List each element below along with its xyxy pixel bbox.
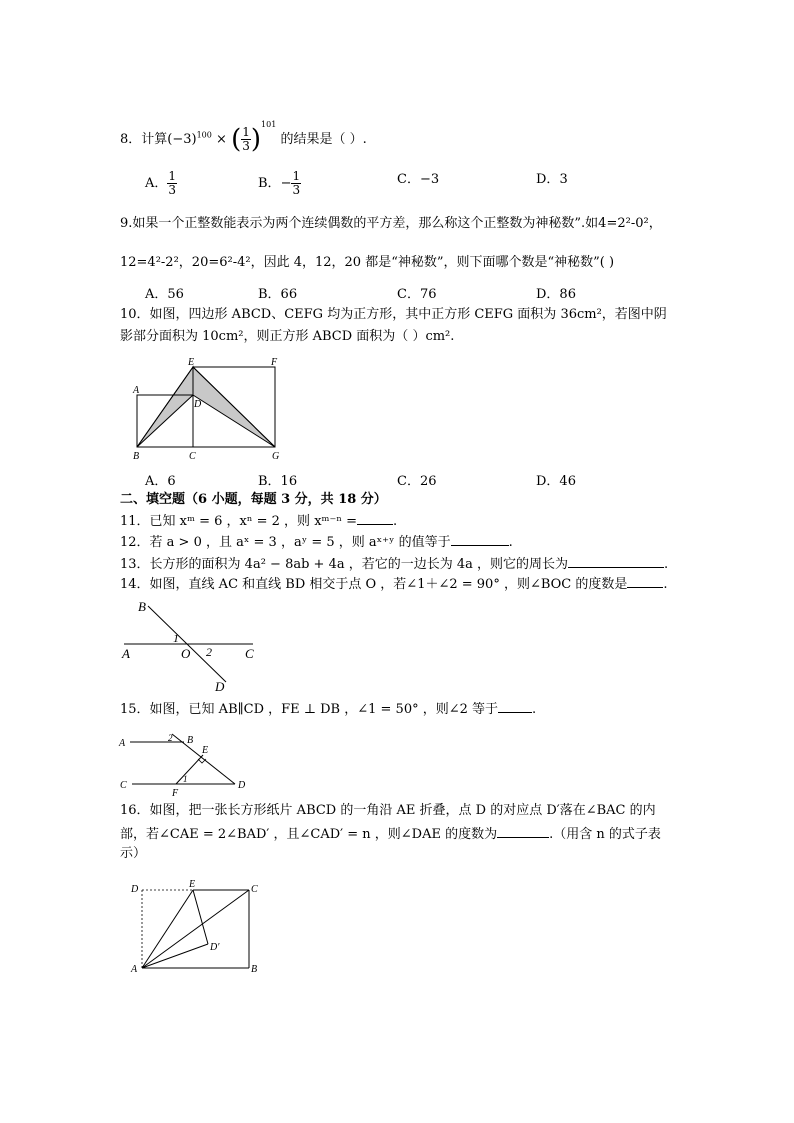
q14-label-1: 1 (173, 631, 179, 645)
q14-text: 14．如图，直线 AC 和直线 BD 相交于点 O ，若∠1＋∠2 = 90° ，则∠BOC 的度数是 . (120, 577, 668, 592)
q14-answer-blank[interactable] (627, 575, 663, 588)
q9-line2: 12=4²-2²，20=6²-4²，因此 4，12，20 都是“神秘数”，则下面哪个数是“神秘数”( ) (120, 255, 615, 270)
q16-line3: 示） (120, 846, 147, 861)
q10-option-b: B．16 (258, 474, 298, 489)
q10-label-f: F (271, 357, 278, 368)
q16-figure (128, 878, 268, 978)
q16-edge-ad (142, 944, 208, 968)
q16-label-b: B (251, 964, 258, 975)
q12-answer-blank[interactable] (451, 533, 509, 546)
q8-exp2: 101 (261, 120, 277, 129)
q8-option-c: C．−3 (397, 172, 440, 187)
q16-answer-blank[interactable] (497, 825, 549, 838)
q16-label-dprime: D′ (210, 942, 220, 953)
q10-option-d: D．46 (536, 474, 576, 489)
q15-label-f: F (172, 788, 179, 798)
q14-label-c: C (245, 646, 254, 661)
q9-option-d: D．86 (536, 287, 576, 302)
q10-line2: 影部分面积为 10cm²，则正方形 ABCD 面积为（ ）cm². (120, 329, 455, 344)
q9-option-c: C．76 (397, 287, 437, 302)
q16-edge-ed (193, 890, 208, 944)
q16-line2: 部，若∠CAE = 2∠BAD′ ，且∠CAD′ = n ，则∠DAE 的度数为 .（用含 n 的式子表 (120, 827, 661, 842)
q16-line1: 16．如图，把一张长方形纸片 ABCD 的一角沿 AE 折叠，点 D 的对应点 D′落在∠BAC 的内 (120, 803, 656, 818)
q15-line-bd (172, 734, 235, 784)
q16-label-c: C (251, 884, 258, 895)
q8-base: (−3) (167, 132, 197, 147)
q10-option-c: C．26 (397, 474, 437, 489)
q11-text: 11．已知 xᵐ = 6 ，xⁿ = 2 ，则 xᵐ⁻ⁿ = . (120, 514, 398, 529)
q15-label-1: 1 (183, 774, 188, 784)
q15-line-fe (176, 755, 203, 784)
q8-fraction: $\frac{1}{3}$ (242, 125, 250, 153)
q13-text: 13．长方形的面积为 4a² − 8ab + 4a ，若它的一边长为 4a ，则它的周长为 . (120, 557, 669, 572)
q16-label-e: E (189, 879, 196, 890)
q14-label-d: D (215, 679, 225, 693)
q8-option-d: D．3 (536, 172, 568, 187)
q15-label-2: 2 (168, 733, 173, 743)
q12-text: 12．若 a > 0 ，且 aˣ = 3 ，aʸ = 5 ，则 aˣ⁺ʸ 的值等于 . (120, 535, 513, 550)
q8-prefix: 8．计算 (120, 132, 168, 147)
q9-option-a: A．56 (145, 287, 184, 302)
q15-answer-blank[interactable] (498, 700, 532, 713)
q9-option-b: B．66 (258, 287, 298, 302)
q16-label-d: D (131, 884, 139, 895)
q10-label-g: G (272, 451, 280, 462)
q10-line1: 10．如图，四边形 ABCD、CEFG 均为正方形，其中正方形 CEFG 面积为 36cm²，若图中阴 (120, 307, 667, 322)
q14-label-b: B (138, 599, 146, 614)
q10-label-c: C (189, 451, 196, 462)
q15-figure (118, 728, 258, 798)
q10-label-d: D (194, 399, 202, 410)
q8-option-b: B．− $\frac{1}{3}$ (258, 169, 301, 197)
q15-label-e: E (202, 745, 209, 756)
q9-line1: 9.如果一个正整数能表示为两个连续偶数的平方差，那么称这个正整数为神秘数”.如4=2²-0²， (120, 216, 662, 231)
q13-answer-blank[interactable] (568, 555, 664, 568)
q15-text: 15．如图，已知 AB∥CD ，FE ⊥ DB ，∠1 = 50° ，则∠2 等于 . (120, 702, 537, 717)
q10-label-b: B (133, 451, 140, 462)
q16-label-a: A (131, 964, 138, 975)
q10-figure (128, 355, 288, 465)
q15-label-b: B (187, 735, 194, 746)
q15-label-a: A (119, 738, 126, 749)
q10-label-a: A (133, 385, 140, 396)
section2-title: 二、填空题（6 小题，每题 3 分，共 18 分） (120, 492, 387, 507)
q16-edge-ac (142, 890, 249, 968)
q15-label-d: D (238, 780, 246, 791)
q16-edge-ae (142, 890, 193, 968)
q8-times: × (216, 132, 227, 147)
q8-stem: 8．计算$(-3)^{100}$ × ( $\frac{1}{3}$ )$^{101}$ 的结果是（ ）. (120, 120, 367, 155)
q15-label-c: C (120, 780, 127, 791)
q10-option-a: A．6 (145, 474, 176, 489)
q8-option-a: A． $\frac{1}{3}$ (145, 169, 177, 197)
q11-answer-blank[interactable] (357, 512, 393, 525)
q14-figure (118, 598, 268, 693)
q8-suffix: 的结果是（ ）. (280, 132, 367, 147)
q10-label-e: E (188, 357, 195, 368)
q14-label-o: O (181, 646, 191, 661)
q8-exp1: 100 (196, 130, 212, 140)
q14-label-2: 2 (206, 645, 212, 659)
q14-label-a: A (122, 646, 130, 661)
